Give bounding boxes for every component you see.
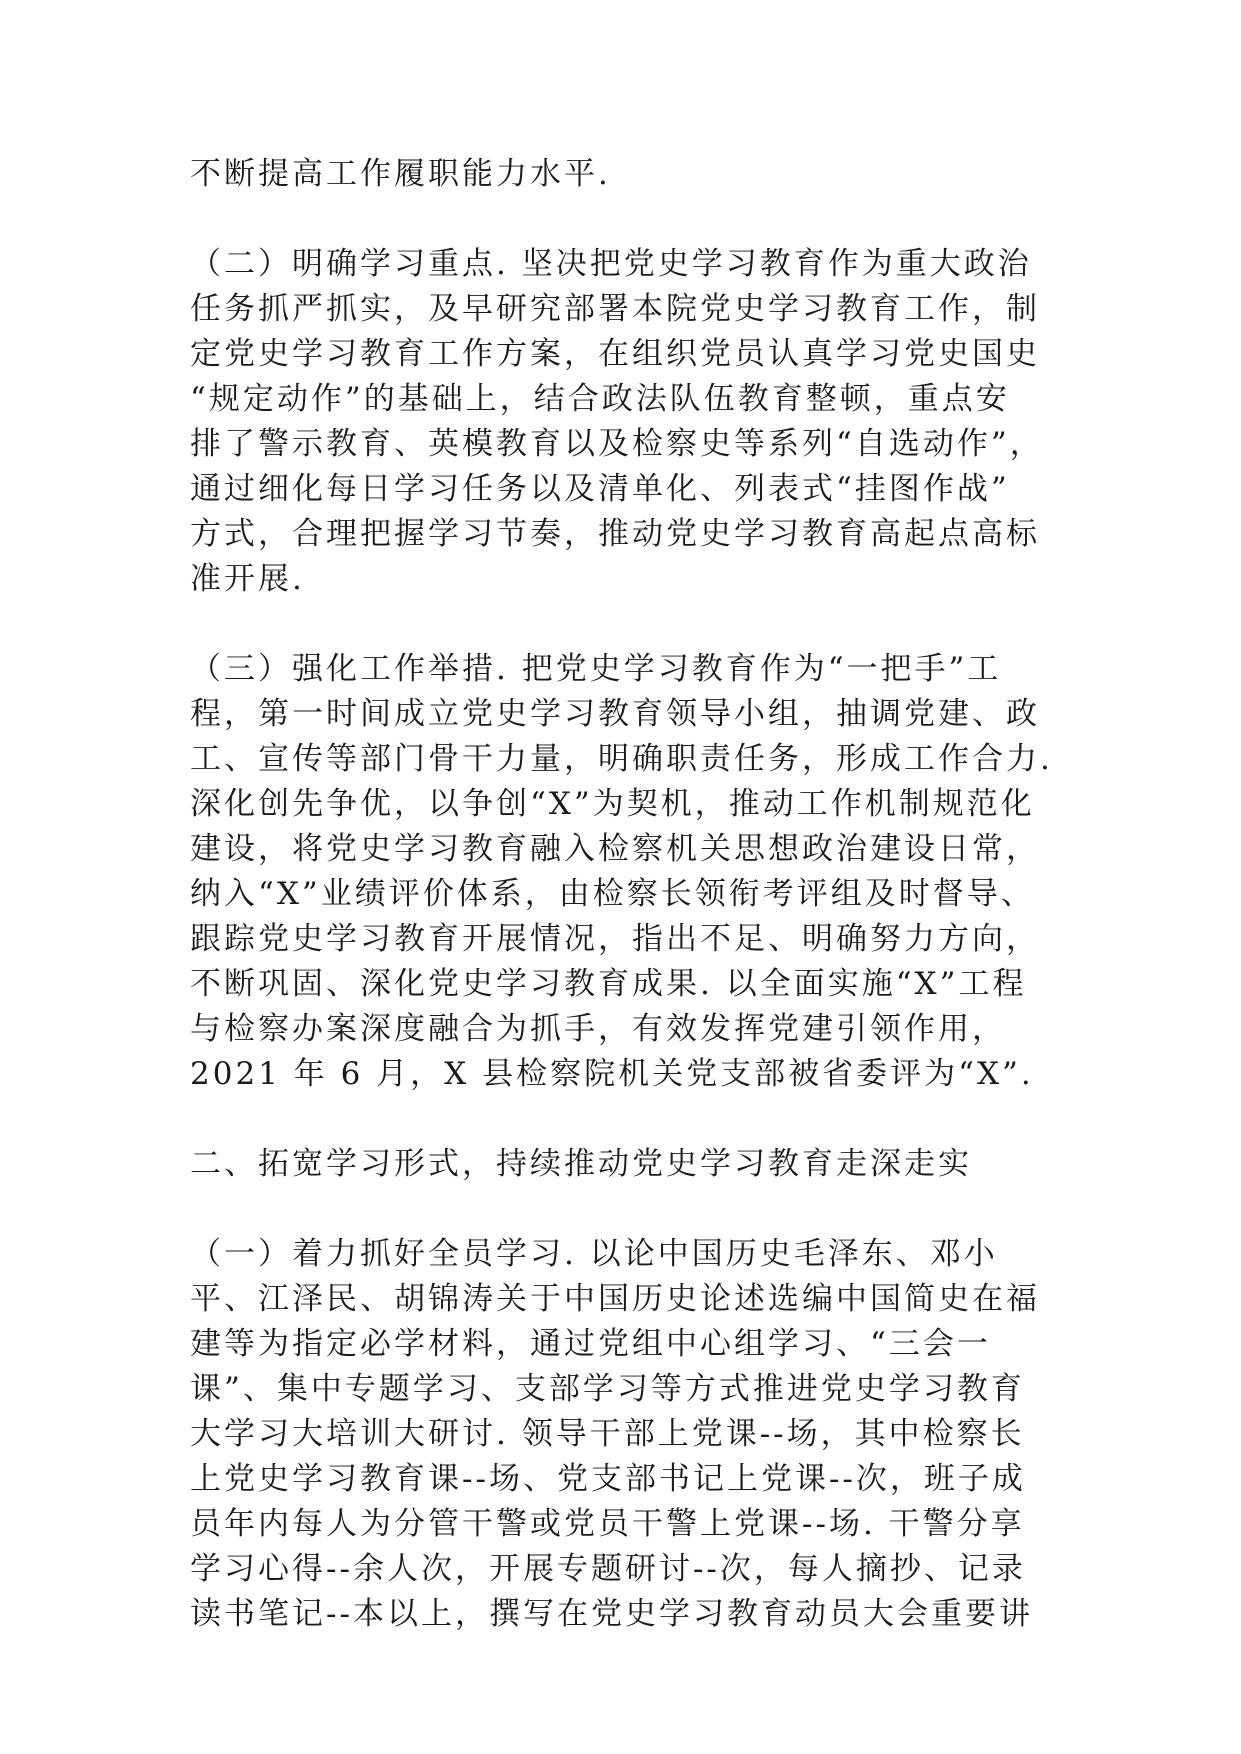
chapter-heading: 二、拓宽学习形式，持续推动党史学习教育走深走实	[190, 1146, 972, 1182]
text-line: 排了警示教育、英模教育以及检察史等系列“自选动作”，	[190, 426, 1044, 462]
text-line: 建等为指定必学材料，通过党组中心组学习、“三会一	[190, 1326, 991, 1362]
text-line: 大学习大培训大研讨. 领导干部上党课--场，其中检察长	[190, 1416, 1025, 1452]
text-line: 通过细化每日学习任务以及清单化、列表式“挂图作战”	[190, 471, 1010, 507]
section-heading-line: （一）着力抓好全员学习. 以论中国历史毛泽东、邓小	[190, 1236, 998, 1272]
text-line: 定党史学习教育工作方案，在组织党员认真学习党史国史	[190, 336, 1040, 372]
text-line: 上党史学习教育课--场、党支部书记上党课--次，班子成	[190, 1461, 1026, 1497]
text-line: 课”、集中专题学习、支部学习等方式推进党史学习教育	[190, 1371, 1025, 1407]
text-line: 学习心得--余人次，开展专题研讨--次，每人摘抄、记录	[190, 1551, 1026, 1587]
text-line: 程，第一时间成立党史学习教育领导小组，抽调党建、政	[190, 696, 1040, 732]
text-line: 建设，将党史学习教育融入检察机关思想政治建设日常，	[190, 831, 1040, 867]
text-line: 平、江泽民、胡锦涛关于中国历史论述选编中国简史在福	[190, 1281, 1040, 1317]
text-line: 2021 年 6 月，X 县检察院机关党支部被省委评为“X”.	[190, 1056, 1034, 1092]
text-line: 准开展.	[190, 561, 305, 597]
text-line: 不断巩固、深化党史学习教育成果. 以全面实施“X”工程	[190, 966, 1027, 1002]
text-line: 方式，合理把握学习节奏，推动党史学习教育高起点高标	[190, 516, 1040, 552]
text-line: 任务抓严抓实，及早研究部署本院党史学习教育工作，制	[190, 291, 1040, 327]
text-line: 深化创先争优，以争创“X”为契机，推动工作机制规范化	[190, 786, 1035, 822]
text-line: 跟踪党史学习教育开展情况，指出不足、明确努力方向，	[190, 921, 1040, 957]
section-heading-line: （三）强化工作举措. 把党史学习教育作为“一把手”工	[190, 651, 1002, 687]
text-line: 与检察办案深度融合为抓手，有效发挥党建引领作用，	[190, 1011, 1006, 1047]
text-line: 工、宣传等部门骨干力量，明确职责任务，形成工作合力.	[190, 741, 1053, 777]
text-line: 不断提高工作履职能力水平.	[190, 156, 611, 192]
text-line: 员年内每人为分管干警或党员干警上党课--场. 干警分享	[190, 1506, 1025, 1542]
section-heading-line: （二）明确学习重点. 坚决把党史学习教育作为重大政治	[190, 246, 1032, 282]
text-line: 读书笔记--本以上，撰写在党史学习教育动员大会重要讲	[190, 1596, 1033, 1632]
text-line: 纳入“X”业绩评价体系，由检察长领衔考评组及时督导、	[190, 876, 1035, 912]
text-line: “规定动作”的基础上，结合政法队伍教育整顿，重点安	[190, 381, 1010, 417]
